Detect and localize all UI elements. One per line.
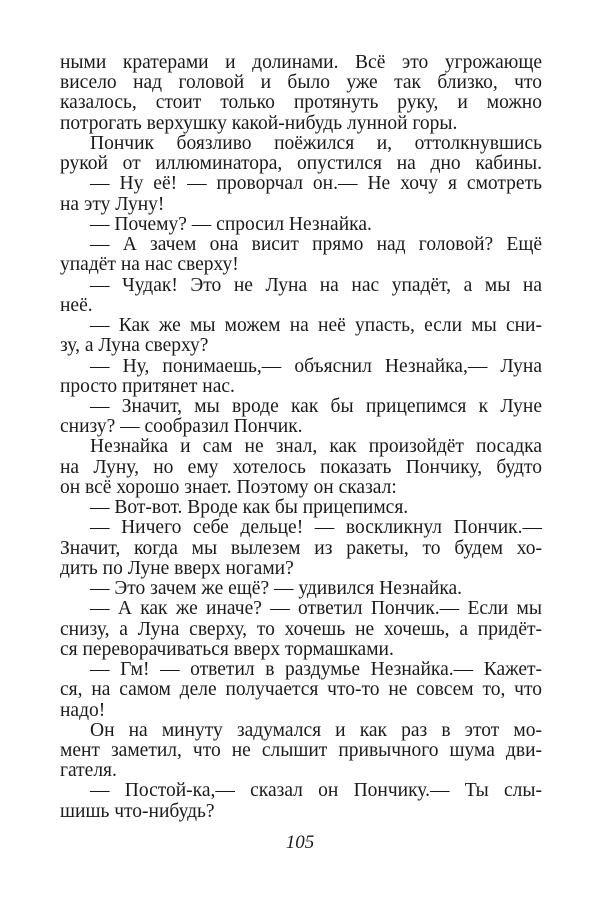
text-line: — Значит, мы вроде как бы прицепимся к Луне bbox=[90, 395, 542, 417]
text-line: Значит, когда мы вылезем из ракеты, то будем хо- bbox=[60, 537, 542, 559]
text-line: — А как же иначе? — ответил Пончик.— Если мы bbox=[90, 598, 542, 620]
text-line: — Чудак! Это не Луна на нас упадёт, а мы на bbox=[90, 274, 542, 296]
text-line: ными кратерами и долинами. Всё это угрожающе bbox=[60, 52, 542, 73]
text-line: — Вот-вот. Вроде как бы прицепимся. bbox=[90, 497, 409, 519]
text-line: казалось, стоит только протянуть руку, и можно bbox=[60, 92, 542, 114]
text-line: ся, на самом деле получается что-то не совсем то, что bbox=[60, 679, 542, 701]
text-line: дить по Луне вверх ногами? bbox=[60, 557, 294, 579]
text-line: висело над головой и было уже так близко, что bbox=[60, 72, 542, 94]
text-line: Пончик боязливо поёжился и, оттолкнувшись bbox=[90, 132, 542, 154]
text-line: — Ну, понимаешь,— объяснил Незнайка,— Луна bbox=[90, 355, 542, 377]
text-line: Он на минуту задумался и как раз в этот мо- bbox=[90, 719, 542, 741]
text-line: — А зачем она висит прямо над головой? Ещё bbox=[90, 234, 542, 256]
text-line: — Гм! — ответил в раздумье Незнайка.— Кажет- bbox=[90, 659, 542, 681]
text-line: — Постой-ка,— сказал он Пончику.— Ты слы- bbox=[90, 780, 542, 802]
text-line: — Ну её! — проворчал он.— Не хочу я смотреть bbox=[90, 173, 542, 195]
text-line: на эту Луну! bbox=[60, 193, 165, 215]
text-line: — Это зачем же ещё? — удивился Незнайка. bbox=[90, 578, 463, 600]
text-line: рукой от иллюминатора, опустился на дно кабины. bbox=[60, 153, 542, 175]
text-line: шишь что-нибудь? bbox=[60, 800, 215, 822]
text-line: неё. bbox=[60, 294, 93, 316]
text-line: ся переворачиваться вверх тормашками. bbox=[60, 638, 394, 660]
text-line: мент заметил, что не слышит привычного шума дви- bbox=[60, 739, 542, 761]
text-line: он всё хорошо знает. Поэтому он сказал: bbox=[60, 476, 397, 498]
text-line: — Ничего себе дельце! — воскликнул Пончик.— bbox=[90, 517, 542, 539]
text-line: Незнайка и сам не знал, как произойдёт посадка bbox=[90, 436, 542, 458]
text-line: снизу, а Луна сверху, то хочешь не хочешь, а придёт- bbox=[60, 618, 542, 640]
text-line: — Почему? — спросил Незнайка. bbox=[90, 213, 372, 235]
book-page-text bbox=[60, 53, 542, 822]
text-line: потрогать верхушку какой-нибудь лунной горы. bbox=[60, 112, 458, 134]
text-line: — Как же мы можем на неё упасть, если мы сни- bbox=[90, 315, 542, 337]
page-number: 105 bbox=[285, 832, 315, 853]
text-line: упадёт на нас сверху! bbox=[60, 254, 239, 276]
text-line: на Луну, но ему хотелось показать Пончику, будто bbox=[60, 456, 542, 478]
text-line: зу, а Луна сверху? bbox=[60, 335, 209, 357]
text-line: снизу? — сообразил Пончик. bbox=[60, 416, 303, 438]
text-line: просто притянет нас. bbox=[60, 375, 235, 397]
text-line: гателя. bbox=[60, 760, 117, 782]
text-line: надо! bbox=[60, 699, 106, 721]
